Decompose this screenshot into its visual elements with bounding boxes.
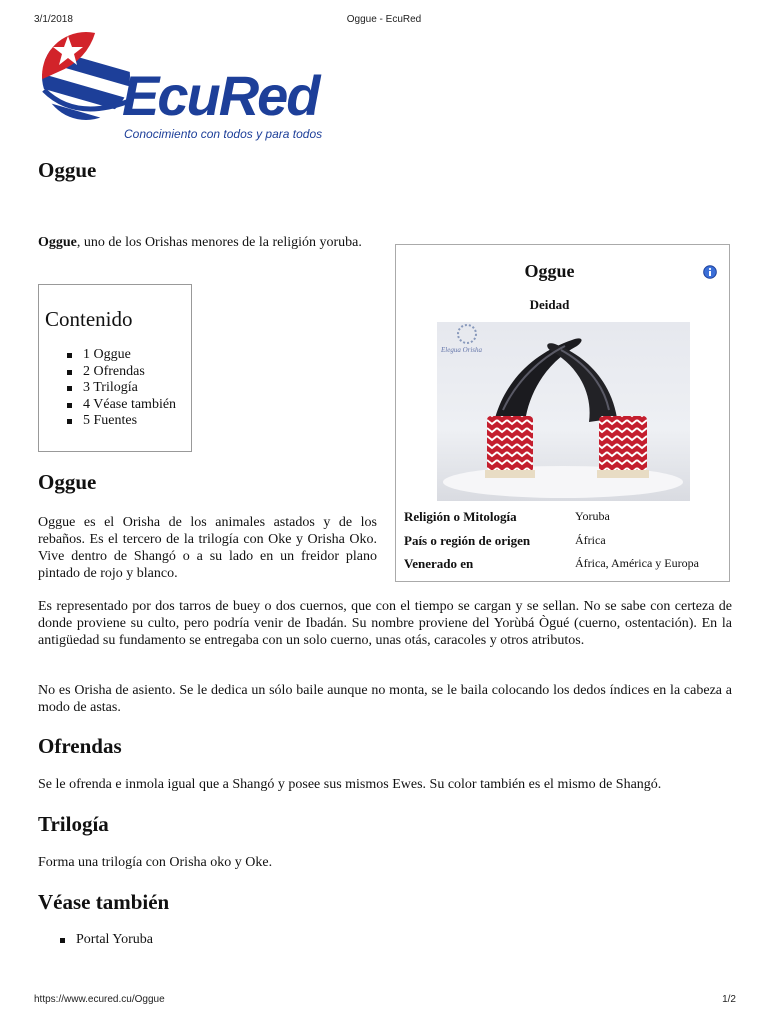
toc-list [67, 347, 191, 430]
logo-wordmark: EcuRed [122, 64, 319, 127]
intro-paragraph [38, 234, 377, 251]
print-page-title: Oggue - EcuRed [346, 14, 422, 25]
infobox-value[interactable]: África [575, 533, 606, 547]
image-watermark-text: Elegua Orisha [441, 346, 483, 354]
toc-item-vease-tambien[interactable]: 4 Véase también [67, 397, 191, 414]
intro-bold-term: Oggue [38, 235, 77, 250]
section-heading-trilogia: Trilogía [38, 812, 109, 836]
print-page-number: 1/2 [722, 994, 736, 1005]
paragraph: No es Orisha de asiento. Se le dedica un sólo baile aunque no monta, se le baila colocando los dedos índices en la cabeza a modo de astas. [38, 683, 732, 715]
infobox-key: País o región de origen [404, 533, 531, 548]
table-of-contents [38, 284, 192, 452]
logo-tagline: Conocimiento con todos y para todos [124, 127, 323, 141]
print-url[interactable]: https://www.ecured.cu/Oggue [34, 994, 165, 1005]
intro-text: , uno de los Orishas menores de la religión yoruba. [76, 235, 362, 250]
infobox-title: Oggue [524, 261, 575, 281]
section-heading-vease-tambien: Véase también [38, 890, 170, 914]
see-also-list [60, 932, 153, 948]
section-heading-oggue: Oggue [38, 470, 97, 494]
paragraph: Forma una trilogía con Orisha oko y Oke. [38, 855, 273, 870]
toc-item-ofrendas[interactable]: 2 Ofrendas [67, 364, 191, 381]
infobox-key: Religión o Mitología [404, 509, 517, 524]
print-date: 3/1/2018 [34, 14, 73, 25]
infobox-value[interactable]: África, América y Europa [575, 556, 699, 570]
section-heading-ofrendas: Ofrendas [38, 734, 122, 758]
toc-item-trilogia[interactable]: 3 Trilogía [67, 380, 191, 397]
infobox-key: Venerado en [404, 556, 474, 571]
toc-item-oggue[interactable]: 1 Oggue [67, 347, 191, 364]
page-title: Oggue [38, 158, 97, 182]
infobox-subtitle: Deidad [529, 297, 570, 312]
paragraph: Se le ofrenda e inmola igual que a Shangó y posee sus mismos Ewes. Su color también es el mismo de Shangó. [38, 777, 662, 792]
ecured-logo[interactable] [36, 30, 346, 150]
infobox [395, 244, 730, 582]
cuban-flag-globe-icon [36, 30, 136, 130]
toc-heading: Contenido [45, 307, 133, 331]
paragraph: Es representado por dos tarros de buey o dos cuernos, que con el tiempo se cargan y se sellan. No se sabe con certeza de donde proviene su culto, pero podría venir de Ibadán. Su nombre proviene del Yorùbá Ògué (cuerno, ostentación). En la antigüedad su fundamento se entregaba con un solo cuerno, unas otás, caracoles y otros atributos. [38, 599, 732, 648]
see-also-link-portal-yoruba[interactable]: Portal Yoruba [60, 932, 153, 948]
paragraph: Oggue es el Orisha de los animales astados y de los rebaños. Es el tercero de la trilogía con Oke y Orisha Oko. Vive dentro de Shangó o a su lado en un freidor plano pintado de rojo y blanco. [38, 515, 377, 581]
info-icon[interactable] [703, 265, 717, 279]
infobox-value[interactable]: Yoruba [575, 509, 610, 523]
toc-item-fuentes[interactable]: 5 Fuentes [67, 413, 191, 430]
oggue-horns-image[interactable] [437, 322, 690, 501]
